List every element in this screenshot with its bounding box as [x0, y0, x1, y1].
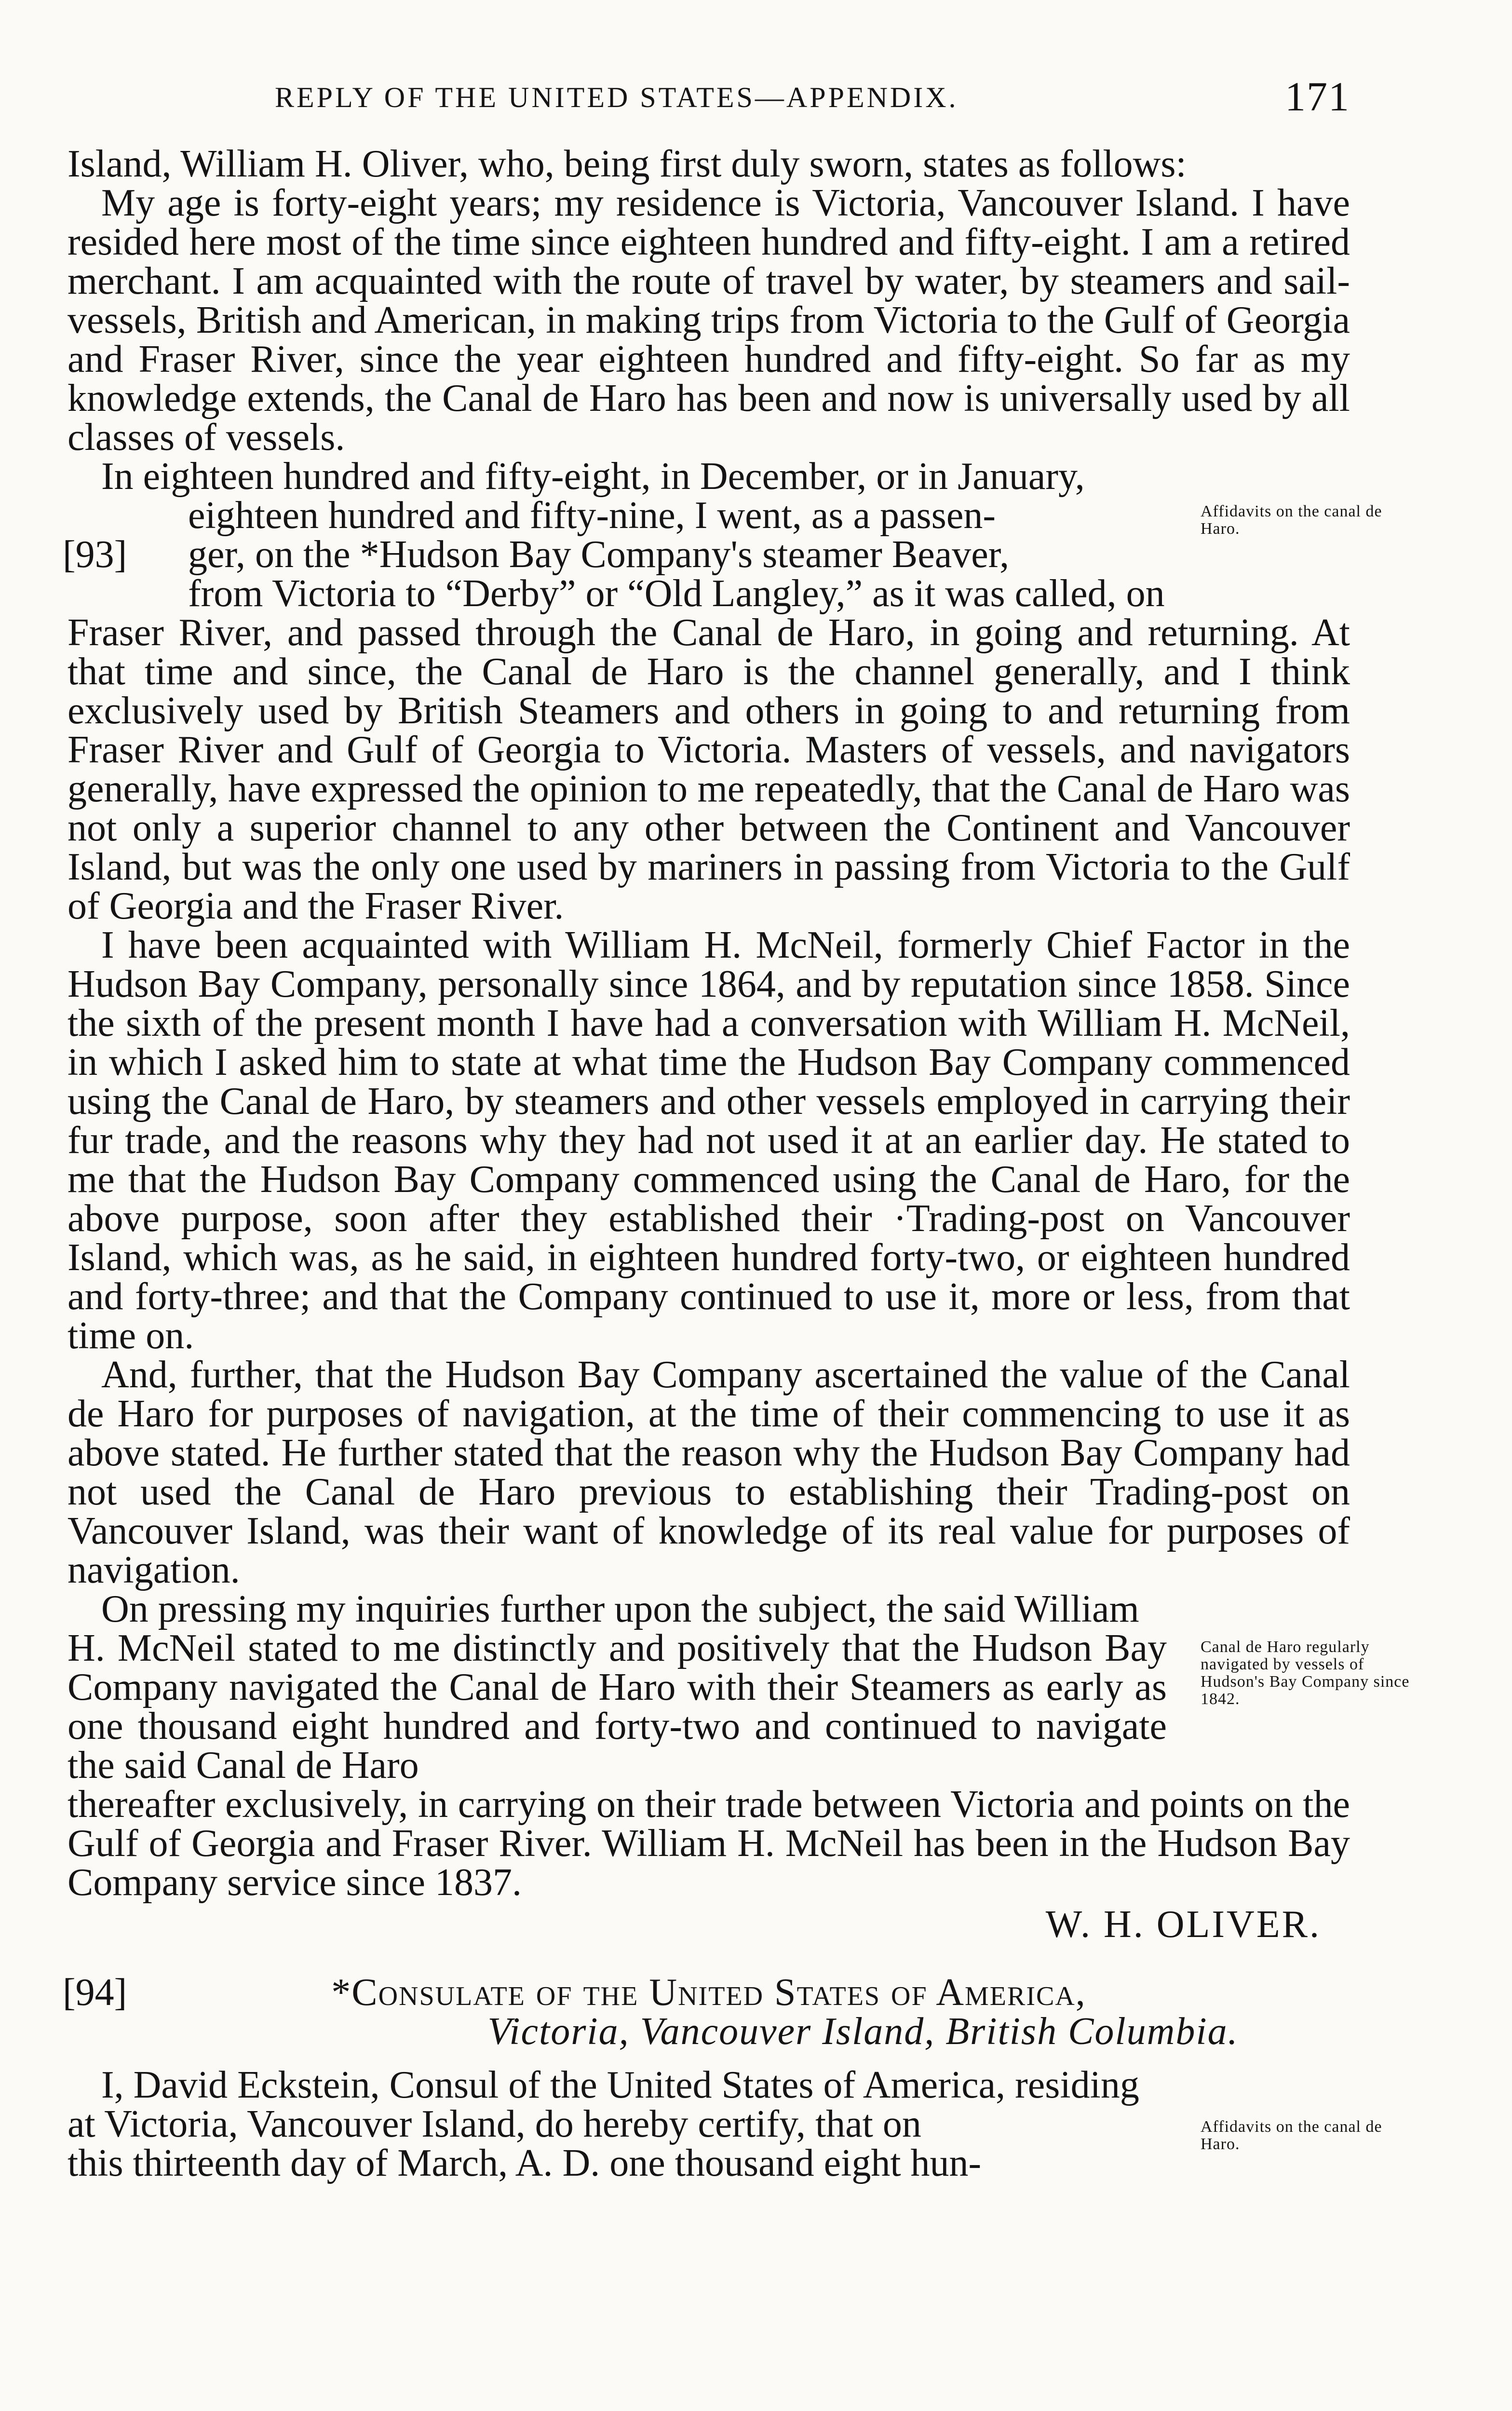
body-text: [63, 143, 1410, 2184]
paragraph-line: ger, on the *Hudson Bay Company's steamer Beaver,: [188, 533, 1010, 576]
paragraph-line: H. McNeil stated to me distinctly and positively that the Hudson Bay Company navigated the Canal de Haro with their Steamers as early as one thousand eight hundred and forty-two and continued to navigate the said Canal de Haro: [68, 1627, 1167, 1787]
paragraph-line: at Victoria, Vancouver Island, do hereby certify, that on: [68, 2103, 921, 2145]
page-header: [72, 72, 1355, 130]
page-marker: [94]: [63, 1971, 127, 2014]
marginal-note: Affidavits on the canal de Haro.: [1201, 2118, 1382, 2153]
consulate-location: Victoria, Vancouver Island, British Columbia.: [487, 2010, 1239, 2053]
paragraph: Fraser River, and passed through the Canal de Haro, in going and returning. At that time and since, the Canal de Haro is the channel generally, and I think exclusively used by British Steamers and others in going to and returning from Fraser River and Gulf of Georgia to Victoria. Masters of vessels, and navigators generally, have expressed the opinion to me repeatedly, that the Canal de Haro was not only a superior channel to any other between the Continent and Vancouver Island, but was the only one used by mariners in passing from Victoria to the Gulf of Georgia and the Fraser River.: [68, 611, 1350, 927]
marginal-block: [68, 1627, 1410, 1787]
marginal-note: Affidavits on the canal de Haro.: [1201, 502, 1382, 538]
paragraph: thereafter exclusively, in carrying on their trade between Victoria and points on the Gulf of Georgia and Fraser River. William H. McNeil has been in the Hudson Bay Company service since 1837.: [68, 1783, 1350, 1904]
signature: W. H. OLIVER.: [1045, 1903, 1321, 1946]
marginal-block: [68, 2103, 1382, 2184]
hang-block: [63, 494, 1382, 615]
paragraph-line: this thirteenth day of March, A. D. one thousand eight hun-: [68, 2142, 982, 2184]
paragraph: And, further, that the Hudson Bay Company ascertained the value of the Canal de Haro for purposes of navigation, at the time of their commencing to use it as above stated. He further stated that the reason why the Hudson Bay Company had not used the Canal de Haro previous to establishing their Trading-post on Vancouver Island, was their want of knowledge of its real value for purposes of navigation.: [68, 1354, 1350, 1591]
consulate-heading: *Consulate of the United States of America,: [331, 1971, 1086, 2014]
paragraph: On pressing my inquiries further upon the subject, the said William: [101, 1588, 1139, 1630]
paragraph: In eighteen hundred and fifty-eight, in December, or in January,: [101, 455, 1085, 498]
page-number: 171: [1285, 73, 1350, 120]
page-marker: [93]: [63, 533, 127, 576]
running-head: REPLY OF THE UNITED STATES—APPENDIX.: [275, 81, 958, 113]
paragraph: I, David Eckstein, Consul of the United States of America, residing: [101, 2064, 1139, 2106]
paragraph: Island, William H. Oliver, who, being first duly sworn, states as follows:: [68, 143, 1187, 185]
paragraph: My age is forty-eight years; my residence is Victoria, Vancouver Island. I have resided here most of the time since eighteen hundred and fifty-eight. I am a retired merchant. I am acquainted with the route of travel by water, by steamers and sail-vessels, British and American, in making trips from Victoria to the Gulf of Georgia and Fraser River, since the year eighteen hundred and fifty-eight. So far as my knowledge extends, the Canal de Haro has been and now is universally used by all classes of vessels.: [68, 182, 1350, 459]
paragraph-line: eighteen hundred and fifty-nine, I went, as a passen-: [188, 494, 996, 537]
paragraph: I have been acquainted with William H. McNeil, formerly Chief Factor in the Hudson Bay Company, personally since 1864, and by reputation since 1858. Since the sixth of the present month I have had a conversation with William H. McNeil, in which I asked him to state at what time the Hudson Bay Company commenced using the Canal de Haro, by steamers and other vessels employed in carrying their fur trade, and the reasons why they had not used it at an earlier day. He stated to me that the Hudson Bay Company commenced using the Canal de Haro, for the above purpose, soon after they established their ·Trading-post on Vancouver Island, which was, as he said, in eighteen hundred forty-two, or eighteen hundred and forty-three; and that the Company continued to use it, more or less, from that time on.: [68, 924, 1350, 1357]
heading-block: [63, 1971, 1350, 2053]
marginal-note: Canal de Haro regularly navigated by vessels of Hudson's Bay Company since 1842.: [1201, 1638, 1410, 1708]
paragraph-line: from Victoria to “Derby” or “Old Langley,” as it was called, on: [188, 572, 1165, 615]
consulate-subheading: [68, 2012, 1350, 2051]
